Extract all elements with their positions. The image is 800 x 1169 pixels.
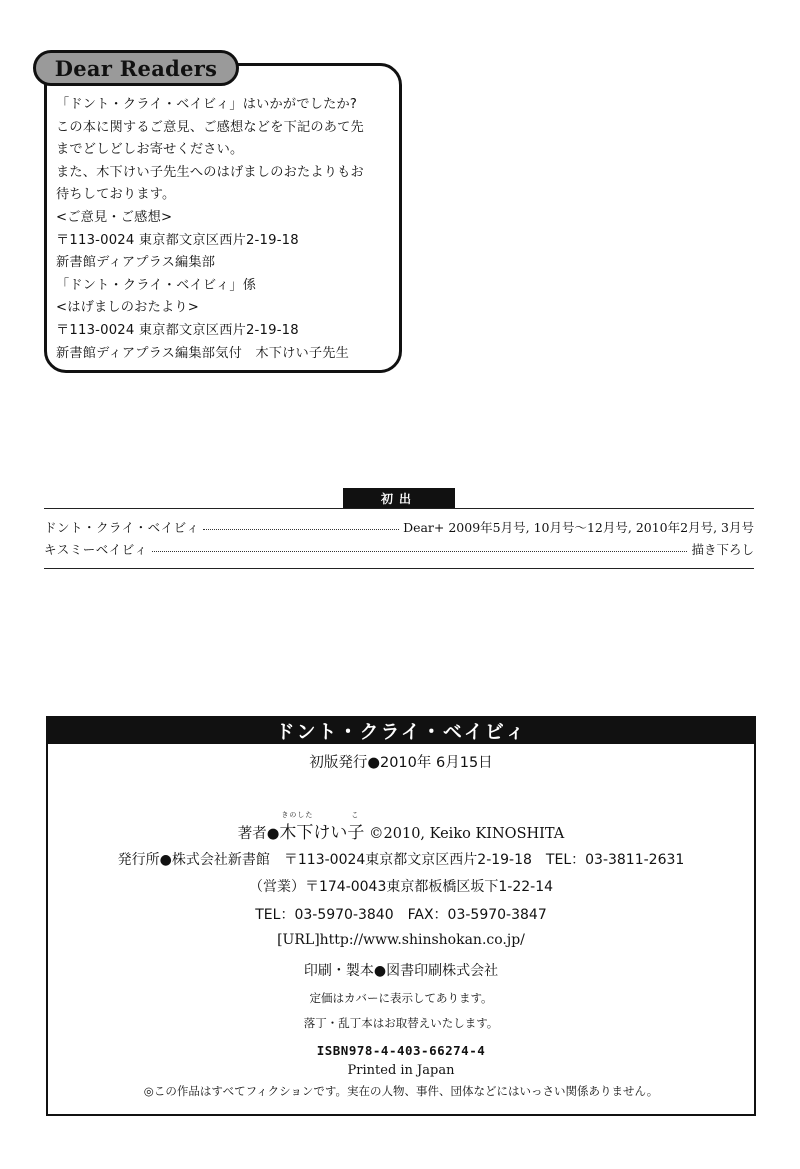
author-ruby: こ: [351, 811, 360, 819]
sales-contact-line: TEL：03-5970-3840 FAX：03-5970-3847: [255, 907, 547, 923]
dear-readers-line: までどしどしお寄せください。: [56, 142, 244, 158]
price-note: 定価はカバーに表示してあります。: [309, 991, 493, 1005]
sales-line: （営業）〒174-0043東京都板橋区坂下1-22-14: [248, 879, 554, 895]
author-ruby: きのした: [281, 811, 314, 819]
author-name: きのした こ 木下けい子: [279, 811, 365, 843]
dear-readers-line: また、木下けい子先生へのはげましのおたよりもお: [56, 164, 364, 180]
first-appearance-row: [44, 518, 754, 536]
dear-readers-text: [56, 94, 396, 365]
publisher-url: [URL]http://www.shinshokan.co.jp/: [277, 932, 525, 948]
dear-readers-line: この本に関するご意見、ご感想などを下記のあて先: [56, 119, 364, 135]
dear-readers-line: <はげましのおたより>: [56, 300, 199, 316]
printing-line: 印刷・製本●図書印刷株式会社: [303, 963, 499, 979]
publisher-line: 発行所●株式会社新書館 〒113-0024東京都文京区西片2-19-18 TEL：03-3811-2631: [117, 852, 685, 868]
work-source: 描き下ろし: [691, 542, 754, 557]
first-appearance-heading: 初出: [343, 488, 455, 508]
first-appearance-top-rule: [44, 508, 754, 509]
dot-leader: [203, 529, 399, 530]
fiction-disclaimer: ◎この作品はすべてフィクションです。実在の人物、事件、団体などにはいっさい関係ありません。: [143, 1084, 659, 1098]
dear-readers-line: 新書館ディアプラス編集部: [56, 255, 216, 271]
work-source: Dear+ 2009年5月号, 10月号〜12月号, 2010年2月号, 3月号: [403, 520, 754, 535]
exchange-note: 落丁・乱丁本はお取替えいたします。: [303, 1016, 499, 1030]
dear-readers-line: 「ドント・クライ・ベイビィ」はいかがでしたか?: [56, 97, 358, 112]
author-label: 著者●: [237, 826, 280, 842]
dear-readers-line: 〒113-0024 東京都文京区西片2-19-18: [56, 232, 299, 248]
work-title: ドント・クライ・ベイビィ: [44, 520, 200, 535]
first-appearance-bottom-rule: [44, 568, 754, 569]
dot-leader: [152, 551, 688, 552]
dear-readers-line: 〒113-0024 東京都文京区西片2-19-18: [56, 322, 299, 338]
work-title: キスミーベイビィ: [44, 542, 148, 557]
colophon-title: ドント・クライ・ベイビィ: [46, 716, 756, 744]
dear-readers-line: 新書館ディアプラス編集部気付 木下けい子先生: [56, 345, 350, 361]
isbn: ISBN978-4-403-66274-4: [316, 1043, 486, 1058]
dear-readers-heading: Dear Readers: [33, 50, 239, 86]
dear-readers-line: 待ちしております。: [56, 187, 176, 203]
first-edition-date: 初版発行●2010年 6月15日: [309, 755, 493, 771]
dear-readers-line: <ご意見・ご感想>: [56, 209, 173, 225]
author-line: [46, 811, 756, 843]
printed-in-japan: Printed in Japan: [347, 1063, 455, 1078]
dear-readers-line: 「ドント・クライ・ベイビィ」係: [56, 277, 257, 293]
author-copyright: ©2010, Keiko KINOSHITA: [369, 826, 565, 842]
first-appearance-row: [44, 540, 754, 558]
